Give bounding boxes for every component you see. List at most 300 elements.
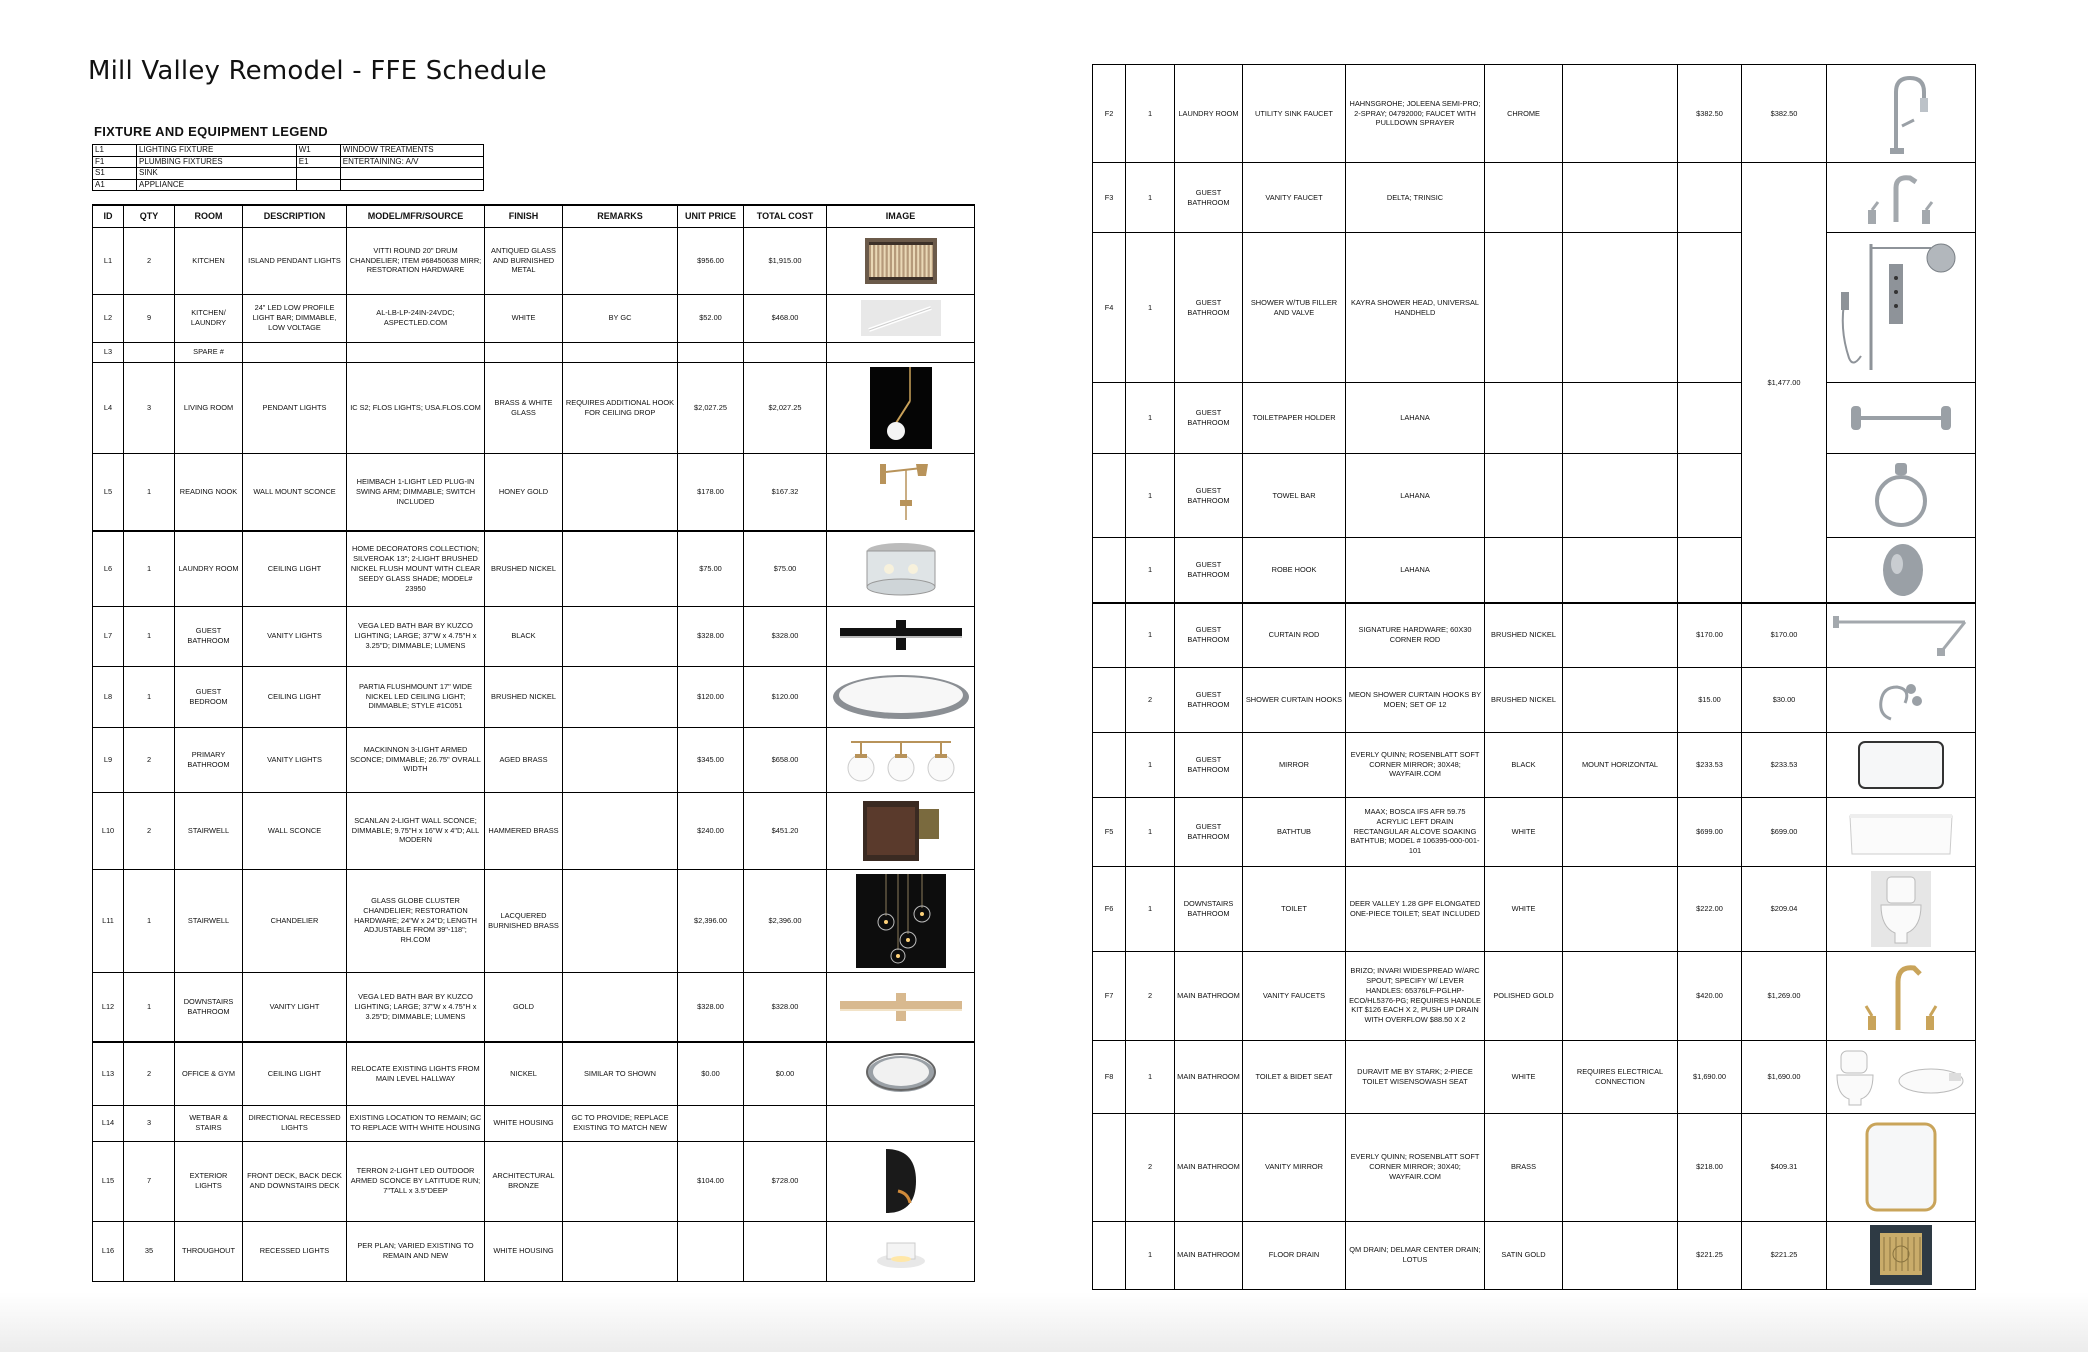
cell-total: $120.00	[744, 666, 827, 727]
cell-unit	[1678, 383, 1742, 454]
cell-total: $1,690.00	[1742, 1040, 1827, 1113]
cell-unit: $240.00	[678, 792, 744, 869]
cell-room: GUEST BATHROOM	[1175, 233, 1243, 383]
cell-model: EVERLY QUINN; ROSENBLATT SOFT CORNER MIRROR; 30X40; WAYFAIR.COM	[1346, 1113, 1485, 1221]
cell-total: $2,396.00	[744, 869, 827, 972]
legend-code: F1	[93, 156, 137, 168]
cell-remarks	[1563, 866, 1678, 951]
cell-room: MAIN BATHROOM	[1175, 1040, 1243, 1113]
cell-finish: WHITE HOUSING	[485, 1221, 563, 1281]
cell-unit	[1678, 233, 1742, 383]
legend-label2: WINDOW TREATMENTS	[340, 145, 483, 157]
cell-model: KAYRA SHOWER HEAD, UNIVERSAL HANDHELD	[1346, 233, 1485, 383]
cell-room: GUEST BATHROOM	[1175, 797, 1243, 866]
cell-model: DELTA; TRINSIC	[1346, 163, 1485, 233]
cell-id: L8	[93, 666, 124, 727]
cell-remarks	[563, 727, 678, 792]
cell-unit: $120.00	[678, 666, 744, 727]
cell-room: GUEST BATHROOM	[1175, 667, 1243, 732]
cell-finish	[1485, 454, 1563, 538]
cell-desc: VANITY LIGHTS	[243, 606, 347, 666]
cell-qty: 1	[1126, 65, 1175, 163]
cell-unit: $178.00	[678, 453, 744, 531]
corner-curtain-rod-image	[1827, 603, 1976, 667]
cell-desc: CEILING LIGHT	[243, 1042, 347, 1105]
cell-model: EVERLY QUINN; ROSENBLATT SOFT CORNER MIRROR; 30X48; WAYFAIR.COM	[1346, 732, 1485, 797]
robe-hook-image	[1827, 538, 1976, 604]
cell-id: F7	[1093, 951, 1126, 1040]
cell-remarks	[563, 792, 678, 869]
cell-id	[1093, 732, 1126, 797]
cell-model: BRIZO; INVARI WIDESPREAD W/ARC SPOUT; SPECIFY W/ LEVER HANDLES: 65376LF-PGLHP-ECO/HL5376-PG; REQUIRES HANDLE KIT $126 EACH X 2, PUSH UP DRAIN WITH OVERFLOW $88.50 X 2	[1346, 951, 1485, 1040]
cell-total: $409.31	[1742, 1113, 1827, 1221]
cell-qty: 9	[124, 294, 175, 342]
column-header: ID	[93, 205, 124, 227]
cell-room: LAUNDRY ROOM	[1175, 65, 1243, 163]
image-cell	[827, 1105, 975, 1141]
cell-room: LAUNDRY ROOM	[175, 531, 243, 606]
cell-finish	[1485, 163, 1563, 233]
legend-row	[93, 168, 484, 180]
table-row	[93, 227, 975, 294]
cell-unit: $52.00	[678, 294, 744, 342]
cell-room: GUEST BATHROOM	[1175, 383, 1243, 454]
cell-finish: BRUSHED NICKEL	[1485, 667, 1563, 732]
cell-model: LAHANA	[1346, 538, 1485, 604]
cell-unit: $1,690.00	[1678, 1040, 1742, 1113]
cell-id: L15	[93, 1141, 124, 1221]
cell-remarks: REQUIRES ADDITIONAL HOOK FOR CEILING DROP	[563, 362, 678, 453]
cell-id: L3	[93, 342, 124, 362]
table-row	[93, 362, 975, 453]
cell-finish: BRASS & WHITE GLASS	[485, 362, 563, 453]
cell-remarks	[1563, 163, 1678, 233]
cell-room: MAIN BATHROOM	[1175, 951, 1243, 1040]
cell-total: $728.00	[744, 1141, 827, 1221]
cell-id: F4	[1093, 233, 1126, 383]
cell-remarks	[1563, 538, 1678, 604]
cell-room: GUEST BATHROOM	[1175, 732, 1243, 797]
cell-total: $382.50	[1742, 65, 1827, 163]
gold-faucet-image	[1827, 951, 1976, 1040]
cell-unit: $420.00	[1678, 951, 1742, 1040]
cell-qty: 1	[1126, 454, 1175, 538]
table-row	[93, 294, 975, 342]
cell-finish: BRUSHED NICKEL	[485, 531, 563, 606]
legend-code2: W1	[296, 145, 340, 157]
cell-remarks	[563, 342, 678, 362]
one-piece-toilet-image	[1827, 866, 1976, 951]
bathtub-image	[1827, 797, 1976, 866]
cell-qty: 1	[1126, 797, 1175, 866]
cell-remarks: BY GC	[563, 294, 678, 342]
cell-unit	[1678, 163, 1742, 233]
cell-total	[744, 1105, 827, 1141]
cell-room: KITCHEN	[175, 227, 243, 294]
table-row	[1093, 866, 1976, 951]
table-row	[1093, 454, 1976, 538]
cell-id: L12	[93, 972, 124, 1042]
cell-id	[1093, 1221, 1126, 1289]
cell-remarks	[1563, 797, 1678, 866]
cell-id: F5	[1093, 797, 1126, 866]
cell-room: EXTERIOR LIGHTS	[175, 1141, 243, 1221]
cell-finish: BRUSHED NICKEL	[485, 666, 563, 727]
legend-label: PLUMBING FIXTURES	[137, 156, 297, 168]
cell-finish: HAMMERED BRASS	[485, 792, 563, 869]
cell-model	[347, 342, 485, 362]
cell-qty: 7	[124, 1141, 175, 1221]
cell-room: LIVING ROOM	[175, 362, 243, 453]
table-row	[93, 1105, 975, 1141]
cell-id: F6	[1093, 866, 1126, 951]
cell-model: MAAX; BOSCA IFS AFR 59.75 ACRYLIC LEFT DRAIN RECTANGULAR ALCOVE SOAKING BATHTUB; MODEL # 106395-000-001-101	[1346, 797, 1485, 866]
cell-desc: PENDANT LIGHTS	[243, 362, 347, 453]
cell-model: AL-LB-LP-24IN-24VDC; ASPECTLED.COM	[347, 294, 485, 342]
table-row	[1093, 1040, 1976, 1113]
cell-unit: $15.00	[1678, 667, 1742, 732]
cell-id: L2	[93, 294, 124, 342]
cell-remarks	[563, 1141, 678, 1221]
legend-code: S1	[93, 168, 137, 180]
table-row	[1093, 233, 1976, 383]
table-row	[93, 453, 975, 531]
cell-desc: VANITY LIGHTS	[243, 727, 347, 792]
column-header: MODEL/MFR/SOURCE	[347, 205, 485, 227]
cell-model: DEER VALLEY 1.28 GPF ELONGATED ONE-PIECE TOILET; SEAT INCLUDED	[1346, 866, 1485, 951]
cell-finish	[1485, 383, 1563, 454]
cell-remarks	[563, 1221, 678, 1281]
cell-remarks	[563, 227, 678, 294]
cell-finish: WHITE	[1485, 1040, 1563, 1113]
toilet-paper-holder-image	[1827, 383, 1976, 454]
cell-room: GUEST BATHROOM	[1175, 603, 1243, 667]
cell-id: L4	[93, 362, 124, 453]
cell-model: SCANLAN 2-LIGHT WALL SCONCE; DIMMABLE; 9.75"H x 16"W x 4"D; ALL MODERN	[347, 792, 485, 869]
cell-total: $75.00	[744, 531, 827, 606]
cell-qty: 2	[1126, 667, 1175, 732]
cell-room: GUEST BATHROOM	[1175, 454, 1243, 538]
cell-remarks: SIMILAR TO SHOWN	[563, 1042, 678, 1105]
cell-finish: WHITE HOUSING	[485, 1105, 563, 1141]
image-cell	[827, 342, 975, 362]
cell-desc: TOWEL BAR	[1243, 454, 1346, 538]
cell-desc: VANITY FAUCETS	[1243, 951, 1346, 1040]
cell-finish: ARCHITECTURAL BRONZE	[485, 1141, 563, 1221]
cell-unit	[1678, 538, 1742, 604]
table-row	[1093, 1113, 1976, 1221]
cell-qty: 2	[124, 727, 175, 792]
table-row	[93, 1141, 975, 1221]
cell-room: GUEST BATHROOM	[1175, 538, 1243, 604]
cell-qty: 1	[1126, 1221, 1175, 1289]
cell-total: $1,269.00	[1742, 951, 1827, 1040]
cell-qty: 2	[1126, 1113, 1175, 1221]
cell-desc: FLOOR DRAIN	[1243, 1221, 1346, 1289]
cell-model: HAHNSGROHE; JOLEENA SEMI-PRO; 2-SPRAY; 04792000; FAUCET WITH PULLDOWN SPRAYER	[1346, 65, 1485, 163]
legend-row	[93, 156, 484, 168]
cell-desc: CURTAIN ROD	[1243, 603, 1346, 667]
cell-desc: DIRECTIONAL RECESSED LIGHTS	[243, 1105, 347, 1141]
cell-remarks: MOUNT HORIZONTAL	[1563, 732, 1678, 797]
cell-desc: ROBE HOOK	[1243, 538, 1346, 604]
cell-finish	[1485, 233, 1563, 383]
cell-desc: WALL SCONCE	[243, 792, 347, 869]
cell-remarks	[1563, 454, 1678, 538]
column-header: UNIT PRICE	[678, 205, 744, 227]
cell-qty: 1	[1126, 603, 1175, 667]
cell-qty: 3	[124, 1105, 175, 1141]
cell-model: VEGA LED BATH BAR BY KUZCO LIGHTING; LARGE; 37"W x 4.75"H x 3.25"D; DIMMABLE; LUMENS	[347, 606, 485, 666]
schedule-table-right	[1092, 64, 1976, 1290]
table-row	[1093, 732, 1976, 797]
cell-total: $658.00	[744, 727, 827, 792]
cell-total: $468.00	[744, 294, 827, 342]
cell-remarks	[563, 531, 678, 606]
cell-unit: $75.00	[678, 531, 744, 606]
cell-finish: BRASS	[1485, 1113, 1563, 1221]
horizontal-mirror-image	[1827, 732, 1976, 797]
floor-drain-image	[1827, 1221, 1976, 1289]
cell-finish: HONEY GOLD	[485, 453, 563, 531]
cell-desc: RECESSED LIGHTS	[243, 1221, 347, 1281]
shower-system-image	[1827, 233, 1976, 383]
cell-remarks	[563, 666, 678, 727]
cell-desc: VANITY FAUCET	[1243, 163, 1346, 233]
cell-desc: CHANDELIER	[243, 869, 347, 972]
cell-qty: 2	[124, 792, 175, 869]
cell-id: L9	[93, 727, 124, 792]
legend-label2	[340, 179, 483, 191]
cell-qty: 1	[124, 972, 175, 1042]
cell-finish: SATIN GOLD	[1485, 1221, 1563, 1289]
cell-id	[1093, 667, 1126, 732]
cell-model: PARTIA FLUSHMOUNT 17" WIDE NICKEL LED CEILING LIGHT; DIMMABLE; STYLE #1C051	[347, 666, 485, 727]
cell-remarks	[1563, 65, 1678, 163]
cell-desc: SHOWER CURTAIN HOOKS	[1243, 667, 1346, 732]
cell-qty: 1	[1126, 732, 1175, 797]
legend-row	[93, 179, 484, 191]
cell-remarks	[563, 972, 678, 1042]
cell-total: $30.00	[1742, 667, 1827, 732]
cell-desc: MIRROR	[1243, 732, 1346, 797]
cell-qty: 1	[124, 666, 175, 727]
cell-total: $451.20	[744, 792, 827, 869]
cell-total: $221.25	[1742, 1221, 1827, 1289]
cell-id: L5	[93, 453, 124, 531]
cell-qty: 2	[124, 227, 175, 294]
cell-unit: $170.00	[1678, 603, 1742, 667]
cell-remarks: REQUIRES ELECTRICAL CONNECTION	[1563, 1040, 1678, 1113]
cell-qty: 1	[1126, 233, 1175, 383]
table-row	[93, 531, 975, 606]
cell-model: HEIMBACH 1-LIGHT LED PLUG-IN SWING ARM; DIMMABLE; SWITCH INCLUDED	[347, 453, 485, 531]
cell-desc: VANITY MIRROR	[1243, 1113, 1346, 1221]
swing-arm-sconce-image	[827, 453, 975, 531]
cell-qty: 35	[124, 1221, 175, 1281]
cell-unit: $221.25	[1678, 1221, 1742, 1289]
cell-unit	[678, 1105, 744, 1141]
cell-unit: $104.00	[678, 1141, 744, 1221]
cell-id: L16	[93, 1221, 124, 1281]
cell-total: $170.00	[1742, 603, 1827, 667]
cell-id	[1093, 383, 1126, 454]
cell-qty: 1	[1126, 163, 1175, 233]
cell-finish	[1485, 538, 1563, 604]
column-header: DESCRIPTION	[243, 205, 347, 227]
legend-code2	[296, 179, 340, 191]
cell-id: L13	[93, 1042, 124, 1105]
table-row	[1093, 163, 1976, 233]
hammered-sconce-image	[827, 792, 975, 869]
cell-room: MAIN BATHROOM	[1175, 1113, 1243, 1221]
cell-model: EXISTING LOCATION TO REMAIN; GC TO REPLACE WITH WHITE HOUSING	[347, 1105, 485, 1141]
legend-code2: E1	[296, 156, 340, 168]
cell-total: $0.00	[744, 1042, 827, 1105]
cell-room: KITCHEN/ LAUNDRY	[175, 294, 243, 342]
cell-qty: 1	[124, 869, 175, 972]
cell-unit: $328.00	[678, 606, 744, 666]
globe-pendant-image	[827, 362, 975, 453]
column-header: TOTAL COST	[744, 205, 827, 227]
bottom-shadow	[0, 1292, 2088, 1352]
cell-total: $233.53	[1742, 732, 1827, 797]
cell-model: TERRON 2-LIGHT LED OUTDOOR ARMED SCONCE BY LATITUDE RUN; 7"TALL x 3.5"DEEP	[347, 1141, 485, 1221]
cell-remarks: GC TO PROVIDE; REPLACE EXISTING TO MATCH NEW	[563, 1105, 678, 1141]
outdoor-sconce-image	[827, 1141, 975, 1221]
legend-label2	[340, 168, 483, 180]
cell-qty: 1	[1126, 383, 1175, 454]
cell-id: L10	[93, 792, 124, 869]
column-header: REMARKS	[563, 205, 678, 227]
drum-chandelier-image	[827, 227, 975, 294]
cell-model: MEON SHOWER CURTAIN HOOKS BY MOEN; SET OF 12	[1346, 667, 1485, 732]
table-row	[93, 972, 975, 1042]
cell-qty: 1	[124, 531, 175, 606]
cell-total: $328.00	[744, 972, 827, 1042]
cell-desc: CEILING LIGHT	[243, 531, 347, 606]
cell-finish: WHITE	[1485, 797, 1563, 866]
cell-desc: TOILETPAPER HOLDER	[1243, 383, 1346, 454]
cell-qty: 1	[1126, 1040, 1175, 1113]
table-row	[1093, 951, 1976, 1040]
dome-ceiling-light-image	[827, 666, 975, 727]
pulldown-faucet-image	[1827, 65, 1976, 163]
cell-total: $167.32	[744, 453, 827, 531]
document-title: Mill Valley Remodel - FFE Schedule	[88, 56, 547, 86]
cell-unit: $233.53	[1678, 732, 1742, 797]
table-row	[93, 869, 975, 972]
cell-remarks	[1563, 383, 1678, 454]
widespread-faucet-image	[1827, 163, 1976, 233]
cell-finish: GOLD	[485, 972, 563, 1042]
cell-model: PER PLAN; VARIED EXISTING TO REMAIN AND NEW	[347, 1221, 485, 1281]
table-row	[1093, 667, 1976, 732]
table-row	[93, 606, 975, 666]
cell-desc: CEILING LIGHT	[243, 666, 347, 727]
cell-room: STAIRWELL	[175, 869, 243, 972]
cell-id	[1093, 454, 1126, 538]
cell-room: MAIN BATHROOM	[1175, 1221, 1243, 1289]
cell-desc: ISLAND PENDANT LIGHTS	[243, 227, 347, 294]
cell-id: F8	[1093, 1040, 1126, 1113]
towel-ring-image	[1827, 454, 1976, 538]
flush-mount-image	[827, 531, 975, 606]
cell-finish: CHROME	[1485, 65, 1563, 163]
cell-unit: $2,396.00	[678, 869, 744, 972]
cell-room: GUEST BATHROOM	[175, 606, 243, 666]
cell-remarks	[563, 869, 678, 972]
column-header: ROOM	[175, 205, 243, 227]
cell-unit: $345.00	[678, 727, 744, 792]
cell-qty: 1	[124, 606, 175, 666]
legend-row	[93, 145, 484, 157]
table-row	[1093, 65, 1976, 163]
cell-desc: FRONT DECK, BACK DECK AND DOWNSTAIRS DECK	[243, 1141, 347, 1221]
cell-unit: $382.50	[1678, 65, 1742, 163]
cell-model: HOME DECORATORS COLLECTION; SILVEROAK 13"; 2-LIGHT BRUSHED NICKEL FLUSH MOUNT WITH CLEAR SEEDY GLASS SHADE; MODEL# 23950	[347, 531, 485, 606]
cell-room: STAIRWELL	[175, 792, 243, 869]
cell-qty: 1	[124, 453, 175, 531]
legend-label: SINK	[137, 168, 297, 180]
legend-label: LIGHTING FIXTURE	[137, 145, 297, 157]
legend-title: FIXTURE AND EQUIPMENT LEGEND	[94, 124, 328, 139]
cell-desc: TOILET & BIDET SEAT	[1243, 1040, 1346, 1113]
cell-desc: SHOWER W/TUB FILLER AND VALVE	[1243, 233, 1346, 383]
cell-id	[1093, 1113, 1126, 1221]
globe-cluster-chandelier-image	[827, 869, 975, 972]
cell-model: MACKINNON 3-LIGHT ARMED SCONCE; DIMMABLE; 26.75" OVRALL WIDTH	[347, 727, 485, 792]
cell-qty: 3	[124, 362, 175, 453]
cell-finish: NICKEL	[485, 1042, 563, 1105]
black-bath-bar-image	[827, 606, 975, 666]
curtain-hook-image	[1827, 667, 1976, 732]
cell-remarks	[1563, 1221, 1678, 1289]
cell-unit: $328.00	[678, 972, 744, 1042]
legend-code2	[296, 168, 340, 180]
cell-total: $2,027.25	[744, 362, 827, 453]
brass-mirror-image	[1827, 1113, 1976, 1221]
table-row	[1093, 797, 1976, 866]
cell-id: L7	[93, 606, 124, 666]
table-row	[93, 666, 975, 727]
table-row	[93, 792, 975, 869]
table-row	[1093, 1221, 1976, 1289]
cell-desc: VANITY LIGHT	[243, 972, 347, 1042]
table-row	[1093, 603, 1976, 667]
cell-remarks	[1563, 1113, 1678, 1221]
column-header: IMAGE	[827, 205, 975, 227]
cell-room: WETBAR & STAIRS	[175, 1105, 243, 1141]
cell-unit	[678, 342, 744, 362]
cell-room: DOWNSTAIRS BATHROOM	[1175, 866, 1243, 951]
toilet-bidet-image	[1827, 1040, 1976, 1113]
cell-total	[744, 1221, 827, 1281]
cell-finish: BLACK	[1485, 732, 1563, 797]
table-row	[1093, 383, 1976, 454]
cell-remarks	[1563, 951, 1678, 1040]
column-header: FINISH	[485, 205, 563, 227]
cell-model: VITTI ROUND 20" DRUM CHANDELIER; ITEM #68450638 MIRR; RESTORATION HARDWARE	[347, 227, 485, 294]
cell-id: L14	[93, 1105, 124, 1141]
cell-room: PRIMARY BATHROOM	[175, 727, 243, 792]
cell-model: GLASS GLOBE CLUSTER CHANDELIER; RESTORATION HARDWARE; 24"W x 24"D; LENGTH ADJUSTABLE FROM 39"-118"; RH.COM	[347, 869, 485, 972]
table-row	[93, 342, 975, 362]
cell-room: GUEST BATHROOM	[1175, 163, 1243, 233]
cell-model: QM DRAIN; DELMAR CENTER DRAIN; LOTUS	[1346, 1221, 1485, 1289]
cell-qty	[124, 342, 175, 362]
cell-desc: BATHTUB	[1243, 797, 1346, 866]
